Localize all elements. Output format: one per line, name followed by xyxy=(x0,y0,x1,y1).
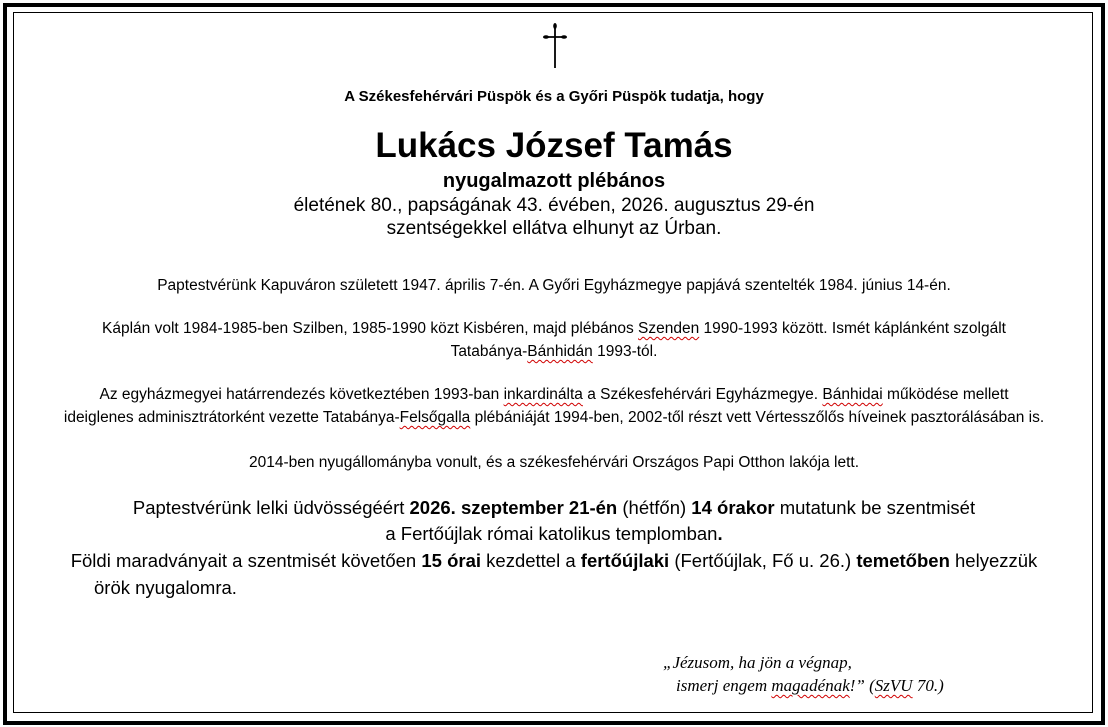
death-statement: szentségekkel ellátva elhunyt az Úrban. xyxy=(386,218,722,239)
quote-line1: „Jézusom, ha jön a végnap, xyxy=(663,653,852,672)
announcement-intro: A Székesfehérvári Püspök és a Győri Püspök tudatja, hogy xyxy=(344,88,764,105)
deceased-role: nyugalmazott plébános xyxy=(442,170,666,192)
inner-border xyxy=(13,12,1093,713)
bio-paragraph-birth: Paptestvérünk Kapuváron született 1947. április 7-én. A Győri Egyházmegye papjává szentelték 1984. június 14-én. xyxy=(157,277,951,294)
cross-icon xyxy=(543,22,567,70)
death-details: életének 80., papságának 43. évében, 2026. augusztus 29-én xyxy=(293,195,815,216)
quote-line2: ismerj engem magadénak!” (SzVU 70.) xyxy=(676,676,944,695)
bio-paragraph-diocese-line2: ideiglenes adminisztrátorként vezette Tatabánya-Felsőgalla plébániáját 1994-ben, 2002-től részt vett Vértesszőlős híveinek pasztorálásában is. xyxy=(63,409,1045,426)
mass-announcement-line1: Paptestvérünk lelki üdvösségéért 2026. szeptember 21-én (hétfőn) 14 órakor mutatunk be szentmisét xyxy=(132,497,976,518)
mass-announcement-line2: a Fertőújlak római katolikus templomban. xyxy=(385,523,723,544)
bio-paragraph-service-line2: Tatabánya-Bánhidán 1993-tól. xyxy=(450,343,658,360)
bio-paragraph-service-line1: Káplán volt 1984-1985-ben Szilben, 1985-1990 közt Kisbéren, majd plébános Szenden 1990-1993 között. Ismét káplánként szolgált xyxy=(102,320,1006,337)
bio-paragraph-diocese-line1: Az egyházmegyei határrendezés következtében 1993-ban inkardinálta a Székesfehérvári Egyházmegye. Bánhidai működése mellett xyxy=(99,386,1009,403)
burial-announcement-line1: Földi maradványait a szentmisét követően 15 órai kezdettel a fertőújlaki (Fertőújlak, Fő u. 26.) temetőben helyezzük xyxy=(70,550,1038,571)
burial-announcement-line2: örök nyugalomra. xyxy=(94,577,237,598)
bio-paragraph-retirement: 2014-ben nyugállományba vonult, és a székesfehérvári Országos Papi Otthon lakója lett. xyxy=(248,454,860,471)
deceased-name: Lukács József Tamás xyxy=(375,126,733,165)
